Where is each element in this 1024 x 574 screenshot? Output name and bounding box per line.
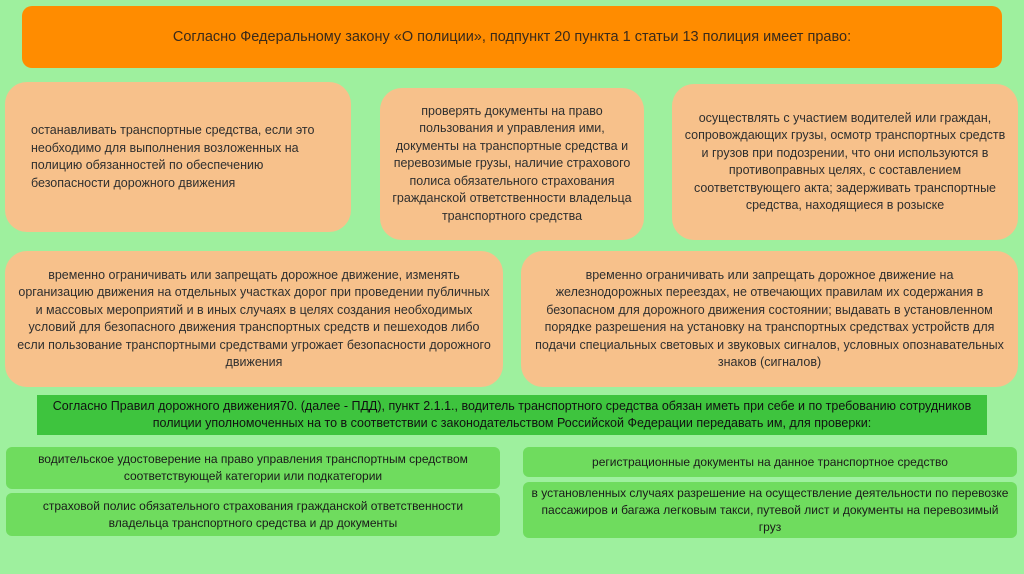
right-stop-vehicles-text: останавливать транспортные средства, если это необходимо для выполнения возложенных на полицию обязанностей по обеспечению безопасности дорожного движения <box>31 123 315 190</box>
document-permits-card <box>523 482 1017 538</box>
right-stop-vehicles-card <box>5 82 351 232</box>
right-restrict-traffic-card <box>5 251 503 387</box>
document-permits-text: в установленных случаях разрешение на осуществление деятельности по перевозке пассажиров и багажа легковым такси, путевой лист и документы на перевозимый груз <box>531 485 1009 534</box>
document-insurance-text: страховой полис обязательного страхования гражданской ответственности владельца транспортного средства и др документы <box>42 498 464 530</box>
right-check-documents-text: проверять документы на право пользования и управления ими, документы на транспортные средства и перевозимые грузы, наличие страхового полиса обязательного страхования гражданской ответственности владельца транспортного средства <box>392 103 632 223</box>
right-inspect-text: осуществлять с участием водителей или граждан, сопровождающих грузы, осмотр транспортных средств и грузов при подозрении, что они используются в противоправных целях, с составлением соответствующего акта; задерживать транспортные средства, находящиеся в розыске <box>684 110 1006 212</box>
document-registration-text: регистрационные документы на данное транспортное средство <box>592 454 948 469</box>
right-inspect-card <box>672 84 1018 240</box>
document-license-card <box>6 447 500 489</box>
pdd-requirement-banner <box>37 395 987 435</box>
document-insurance-card <box>6 493 500 536</box>
right-railway-crossings-card <box>521 251 1018 387</box>
header-text: Согласно Федеральному закону «О полиции», подпункт 20 пункта 1 статьи 13 полиция имеет право: <box>172 29 852 45</box>
pdd-requirement-text: Согласно Правил дорожного движения70. (далее - ПДД), пункт 2.1.1., водитель транспортного средства обязан иметь при себе и по требованию сотрудников полиции уполномоченных на то в соответствии с законодательством Российской Федерации передавать им, для проверки: <box>52 399 972 430</box>
right-check-documents-card <box>380 88 644 240</box>
document-license-text: водительское удостоверение на право управления транспортным средством соответствующей категории или подкатегории <box>38 452 468 483</box>
right-railway-crossings-text: временно ограничивать или запрещать дорожное движение на железнодорожных переездах, не отвечающих правилам их содержания в безопасном для дорожного движения состоянии; выдавать в установленном порядке разрешения на установку на транспортных средствах устройств для подачи специальных световых и звуковых сигналов, условных опознавательных знаков (сигналов) <box>535 267 1004 369</box>
document-registration-card <box>523 447 1017 477</box>
header-banner <box>22 6 1002 68</box>
right-restrict-traffic-text: временно ограничивать или запрещать дорожное движение, изменять организацию движения на отдельных участках дорог при проведении публичных и массовых мероприятий и в иных случаях в целях создания необходимых условий для безопасного движения транспортных средств и пешеходов либо если пользование транспортными средствами угрожает безопасности дорожного движения <box>17 267 491 369</box>
